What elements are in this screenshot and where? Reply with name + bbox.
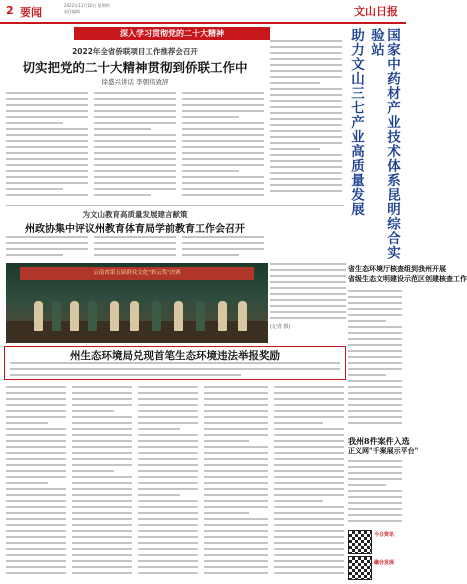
second-body-col-3: [182, 236, 264, 260]
right-story-2-line-1: 我州8件案件入选: [348, 436, 410, 446]
paper-logo: 文山日报: [354, 5, 398, 18]
qr-code-icon[interactable]: [348, 530, 372, 554]
performer: [130, 301, 139, 331]
photo-caption: [270, 263, 346, 343]
performer: [238, 301, 247, 331]
issue-date: 2022年11月10日 星期四: [64, 3, 110, 8]
right-story-1-line-2: 省级生态文明建设示范区创建核查工作: [348, 274, 467, 283]
lead-body-col-1: [6, 92, 88, 202]
second-body-col-2: [94, 236, 176, 260]
feature-title-col-right: 国家中药材产业技术体系昆明综合实验站: [368, 28, 400, 260]
performer: [70, 301, 79, 331]
issue-editor: 责任编辑: [64, 9, 80, 14]
bottom-col-1: [6, 386, 66, 580]
bottom-col-2: [72, 386, 132, 580]
performer: [88, 301, 97, 331]
bottom-col-4: [204, 386, 268, 580]
highlight-body: [10, 362, 340, 378]
topic-banner: 深入学习贯彻党的二十大精神: [74, 27, 270, 40]
qr-label-1: 今日资讯: [374, 532, 395, 538]
section-name: 要闻: [20, 6, 42, 19]
qr-code-icon[interactable]: [348, 556, 372, 580]
lead-kicker: 2022年全省侨联项目工作推荐会召开: [72, 47, 198, 56]
issue-info: [64, 3, 110, 15]
highlight-headline: 州生态环境局兑现首笔生态环境违法举报奖励: [70, 350, 280, 362]
right-story-2-headline: [348, 436, 419, 456]
right-story-2-line-2: 正义网"千案展示平台": [348, 446, 419, 455]
page-number: 2: [6, 4, 14, 17]
second-headline: 州政协集中评议州教育体育局学前教育工作会召开: [25, 224, 245, 235]
performance-photo: [6, 263, 268, 343]
qr-code-area: [348, 530, 398, 580]
right-story-1-headline: [348, 264, 467, 284]
qr-label-2: 融合发展: [374, 560, 395, 566]
lead-byline: 徐盛兴讲话 李朝伟致辞: [101, 78, 169, 86]
right-story-2-body: [348, 460, 402, 526]
right-story-1-line-1: 省生态环境厅核查组到我州开展: [348, 264, 446, 273]
performer: [152, 301, 161, 331]
feature-title-col-left: 助力文山三七产业高质量发展: [348, 28, 364, 217]
performer: [174, 301, 183, 331]
divider: [6, 205, 344, 206]
bottom-col-5: [274, 386, 344, 580]
performer: [218, 301, 227, 331]
bottom-col-3: [138, 386, 198, 580]
performer: [110, 301, 119, 331]
lead-body-col-2: [94, 92, 176, 202]
photo-stage-banner: 云南省第五届群众文化"彩云奖"决赛: [20, 267, 254, 280]
masthead: [0, 0, 406, 24]
photo-credit: (记者 摄): [270, 324, 291, 330]
feature-vertical-title: [346, 28, 402, 260]
performer: [196, 301, 205, 331]
performer: [52, 301, 61, 331]
performer: [34, 301, 43, 331]
lead-headline: 切实把党的二十大精神贯彻到侨联工作中: [22, 60, 248, 75]
right-col-body-top: [270, 40, 342, 202]
second-kicker: 为文山教育高质量发展建言献策: [82, 210, 188, 219]
lead-body-col-3: [182, 92, 264, 202]
right-story-1-body: [348, 290, 402, 430]
second-body-col-1: [6, 236, 88, 260]
